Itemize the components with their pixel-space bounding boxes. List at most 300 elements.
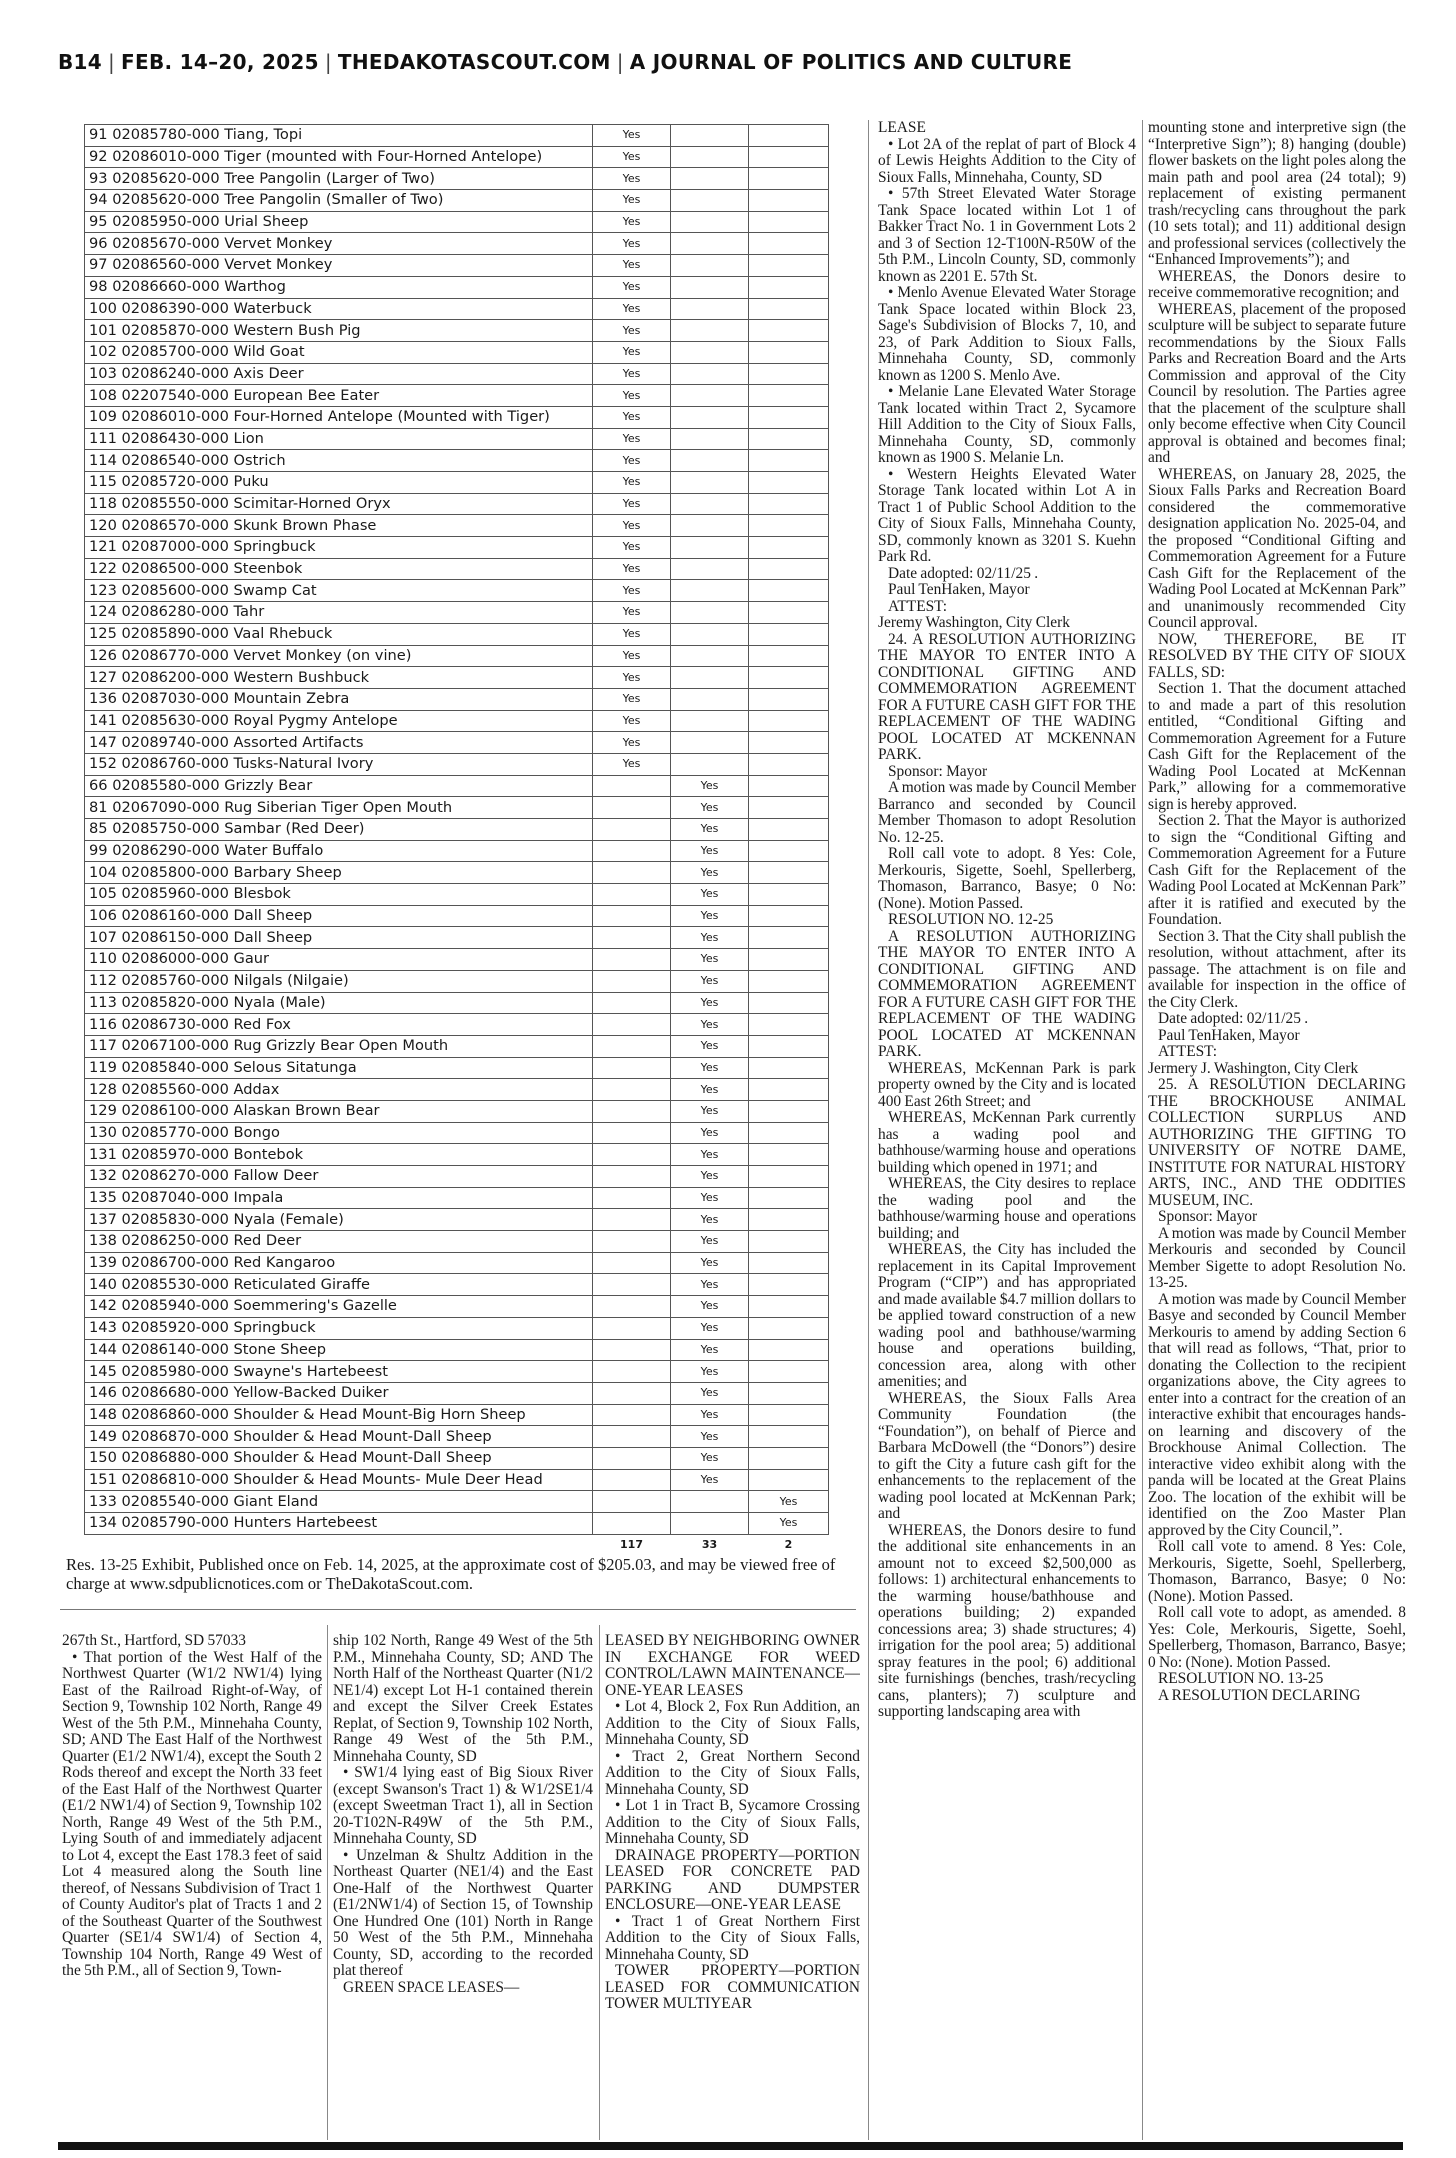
empty-cell	[593, 840, 671, 862]
empty-cell	[593, 1404, 671, 1426]
empty-cell	[749, 732, 829, 754]
empty-cell	[671, 450, 749, 472]
empty-cell	[749, 233, 829, 255]
paragraph: ATTEST:	[888, 597, 948, 615]
item-description: 66 02085580-000 Grizzly Bear	[85, 775, 593, 797]
table-row	[85, 1317, 829, 1339]
empty-cell	[593, 1079, 671, 1101]
empty-cell	[749, 862, 829, 884]
yes-mark: Yes	[671, 1144, 749, 1166]
table-row	[85, 493, 829, 515]
item-description: 152 02086760-000 Tusks-Natural Ivory	[85, 753, 593, 775]
column-rule	[327, 1625, 328, 2140]
paragraph: Section 2. That the Mayor is authorized to sign the “Conditional Gifting and Commemoration Agreement for a Future Cash Gift for the Replacement of the Wading Pool Located at McKennan Park” after it is ratified and executed by the Foundation.	[1148, 812, 1406, 928]
table-row	[85, 862, 829, 884]
paragraph: • Unzelman & Shultz Addition in the Northeast Quarter (NE1/4) and the East One-Half of the Northwest Quarter (E1/2NW1/4) of Section 15, of Township One Hundred One (101) North in Range 50 West of the 5th P.M., Minnehaha County, SD, according to the recorded plat thereof	[333, 1846, 593, 1979]
paragraph: Roll call vote to adopt, as amended. 8 Yes: Cole, Merkouris, Sigette, Soehl, Spellerberg, Thomason, Barranco, Basye; 0 No: (None). Motion Passed.	[1148, 1604, 1406, 1671]
yes-mark: Yes	[593, 168, 671, 190]
yes-mark: Yes	[593, 753, 671, 775]
empty-cell	[749, 1187, 829, 1209]
paragraph: WHEREAS, the Sioux Falls Area Community Foundation (the “Foundation”), on behalf of Pierce and Barbara McDowell (the “Donors”) desire to gift the City a future cash gift for the enhancements to the replacement of the wading pool located at McKennan Park; and	[878, 1389, 1136, 1522]
table-row	[85, 233, 829, 255]
empty-cell	[749, 1014, 829, 1036]
empty-cell	[749, 1361, 829, 1383]
empty-cell	[671, 493, 749, 515]
empty-cell	[671, 472, 749, 494]
table-row	[85, 1339, 829, 1361]
table-row	[85, 667, 829, 689]
yes-mark: Yes	[671, 970, 749, 992]
paragraph: • SW1/4 lying east of Big Sioux River (except Swanson's Tract 1) & W1/2SE1/4 (except Sweetman Tract 1), all in Section 20-T102N-R49W of the 5th P.M., Minnehaha County, SD	[333, 1764, 593, 1847]
empty-cell	[593, 1100, 671, 1122]
empty-cell	[749, 255, 829, 277]
paragraph: WHEREAS, McKennan Park currently has a wading pool and bathhouse/warming house and operations building which opened in 1971; and	[878, 1109, 1136, 1176]
empty-cell	[749, 1122, 829, 1144]
empty-cell	[749, 125, 829, 147]
item-description: 104 02085800-000 Barbary Sheep	[85, 862, 593, 884]
yes-mark: Yes	[593, 515, 671, 537]
empty-cell	[749, 1382, 829, 1404]
item-description: 111 02086430-000 Lion	[85, 428, 593, 450]
paragraph: ATTEST:	[1158, 1043, 1218, 1060]
notice-column-1	[62, 1633, 322, 2138]
empty-cell	[749, 558, 829, 580]
empty-cell	[671, 428, 749, 450]
table-row	[85, 688, 829, 710]
yes-mark: Yes	[593, 688, 671, 710]
item-description: 148 02086860-000 Shoulder & Head Mount-Big Horn Sheep	[85, 1404, 593, 1426]
empty-cell	[671, 320, 749, 342]
item-description: 125 02085890-000 Vaal Rhebuck	[85, 623, 593, 645]
table-row	[85, 1469, 829, 1491]
item-description: 134 02085790-000 Hunters Hartebeest	[85, 1513, 593, 1535]
paragraph: WHEREAS, placement of the proposed sculpture will be subject to separate future recommendations by the Sioux Falls Parks and Recreation Board and the Arts Commission and approval of the City Council by resolution. The Parties agree that the placement of the sculpture shall only become effective when City Council approval is obtained and becomes final; and	[1148, 300, 1406, 466]
table-row	[85, 168, 829, 190]
section-divider	[60, 1609, 856, 1610]
item-description: 102 02085700-000 Wild Goat	[85, 341, 593, 363]
issue-date: FEB. 14–20, 2025	[121, 50, 319, 74]
empty-cell	[593, 1187, 671, 1209]
empty-cell	[749, 1404, 829, 1426]
item-description: 120 02086570-000 Skunk Brown Phase	[85, 515, 593, 537]
empty-cell	[749, 753, 829, 775]
empty-cell	[671, 710, 749, 732]
empty-cell	[749, 1144, 829, 1166]
table-row	[85, 320, 829, 342]
paragraph: RESOLUTION NO. 13-25	[1158, 1670, 1324, 1687]
empty-cell	[749, 1426, 829, 1448]
table-row	[85, 1231, 829, 1253]
paragraph: LEASE	[878, 120, 926, 136]
table-row	[85, 146, 829, 168]
paragraph: • Lot 2A of the replat of part of Block 4 of Lewis Heights Addition to the City of Sioux Falls, Minnehaha, County, SD	[878, 135, 1136, 186]
empty-cell	[749, 341, 829, 363]
table-row	[85, 1014, 829, 1036]
table-row	[85, 1447, 829, 1469]
yes-mark: Yes	[671, 1166, 749, 1188]
yes-mark: Yes	[671, 797, 749, 819]
yes-mark: Yes	[593, 125, 671, 147]
table-row	[85, 1361, 829, 1383]
item-description: 151 02086810-000 Shoulder & Head Mounts- Mule Deer Head	[85, 1469, 593, 1491]
empty-cell	[749, 840, 829, 862]
paragraph: • Tract 2, Great Northern Second Addition to the City of Sioux Falls, Minnehaha County, SD	[605, 1747, 860, 1798]
table-row	[85, 341, 829, 363]
empty-cell	[593, 1513, 671, 1535]
yes-mark: Yes	[593, 645, 671, 667]
paragraph: • That portion of the West Half of the Northwest Quarter (W1/2 NW1/4) lying East of the Railroad Right-of-Way, of Section 9, Township 102 North, Range 49 West of the 5th P.M., Minnehaha County, SD; AND The East Half of the Northwest Quarter (E1/2 NW1/4), except the South 2 Rods thereof and except the North 33 feet of the East Half of the Northwest Quarter (E1/2 NW1/4) of Section 9, Township 102 North, Range 49 West of the 5th P.M., Lying South of and immediately adjacent to Lot 4, except the East 178.3 feet of said Lot 4 measured along the South line thereof, of Nessans Subdivision of Tract 1 of County Auditor's plat of Tracts 1 and 2 of the Southeast Quarter of the Southwest Quarter (SE1/4 SW1/4) of Section 4, Township 104 North, Range 49 West of the 5th P.M., all of Section 9, Town-	[62, 1648, 322, 1979]
yes-mark: Yes	[593, 406, 671, 428]
empty-cell	[749, 363, 829, 385]
empty-cell	[593, 1209, 671, 1231]
table-row	[85, 732, 829, 754]
empty-cell	[671, 688, 749, 710]
item-description: 85 02085750-000 Sambar (Red Deer)	[85, 819, 593, 841]
empty-cell	[749, 949, 829, 971]
yes-mark: Yes	[671, 992, 749, 1014]
yes-mark: Yes	[671, 819, 749, 841]
paragraph: ship 102 North, Range 49 West of the 5th P.M., Minnehaha County, SD; AND The North Half of the Northeast Quarter (N1/2 NE1/4) except Lot H-1 contained therein and except the Silver Creek Estates Replat, of Section 9, Township 102 North, Range 49 West of the 5th P.M., Minnehaha County, SD	[333, 1633, 593, 1765]
paragraph: Sponsor: Mayor	[888, 762, 988, 780]
item-description: 103 02086240-000 Axis Deer	[85, 363, 593, 385]
empty-cell	[749, 276, 829, 298]
empty-cell	[749, 927, 829, 949]
paragraph: WHEREAS, the City has included the replacement in its Capital Improvement Program (“CIP”) and has appropriated and made available $4.7 million dollars to be applied toward construction of a new wading pool and bathhouse/warming house and operations building, concession area, along with other amenities; and	[878, 1241, 1136, 1390]
empty-cell	[593, 949, 671, 971]
empty-cell	[749, 623, 829, 645]
paragraph: Jeremy Washington, City Clerk	[878, 614, 1070, 631]
yes-mark: Yes	[593, 580, 671, 602]
paragraph: WHEREAS, the Donors desire to fund the additional site enhancements in an amount not to exceed $2,500,000 as follows: 1) architectural enhancements to the warming house/bathhouse and operations building; 2) expanded concessions area; 3) shade structures; 4) irrigation for the pool area; 5) additional spray features in the pool; 6) additional site furnishings (benches, trash/recycling cans, planters); 7) sculpture and supporting landscaping area with	[878, 1521, 1136, 1720]
empty-cell	[671, 125, 749, 147]
empty-cell	[749, 602, 829, 624]
empty-cell	[749, 797, 829, 819]
empty-cell	[749, 1209, 829, 1231]
notice-column-2	[333, 1633, 593, 2138]
item-description: 135 02087040-000 Impala	[85, 1187, 593, 1209]
yes-mark: Yes	[671, 1317, 749, 1339]
item-description: 124 02086280-000 Tahr	[85, 602, 593, 624]
empty-cell	[749, 819, 829, 841]
empty-cell	[749, 515, 829, 537]
empty-cell	[593, 1122, 671, 1144]
table-row	[85, 211, 829, 233]
paragraph: WHEREAS, McKennan Park is park property owned by the City and is located 400 East 26th Street; and	[878, 1059, 1136, 1110]
item-description: 132 02086270-000 Fallow Deer	[85, 1166, 593, 1188]
table-row	[85, 949, 829, 971]
yes-mark: Yes	[671, 1187, 749, 1209]
empty-cell	[671, 558, 749, 580]
paragraph: Roll call vote to amend. 8 Yes: Cole, Merkouris, Sigette, Soehl, Spellerberg, Thomason, Barranco, Basye; 0 No: (None). Motion Passed.	[1148, 1538, 1406, 1605]
yes-mark: Yes	[593, 558, 671, 580]
table-row	[85, 819, 829, 841]
table-row	[85, 1274, 829, 1296]
empty-cell	[749, 1035, 829, 1057]
table-row	[85, 927, 829, 949]
table-row	[85, 1144, 829, 1166]
exhibit-table	[84, 124, 829, 1555]
empty-cell	[749, 775, 829, 797]
table-row	[85, 1209, 829, 1231]
paragraph: Section 3. That the City shall publish the resolution, without attachment, after its passage. The attachment is on file and available for inspection in the office of the City Clerk.	[1148, 927, 1406, 1011]
item-description: 119 02085840-000 Selous Sitatunga	[85, 1057, 593, 1079]
empty-cell	[671, 211, 749, 233]
empty-cell	[749, 211, 829, 233]
empty-cell	[671, 537, 749, 559]
paragraph: WHEREAS, on January 28, 2025, the Sioux Falls Parks and Recreation Board considered the commemorative designation application No. 2025-04, and the proposed “Conditional Gifting and Commemoration Agreement for a Future Cash Gift for the Replacement of the Wading Pool Located at McKennan Park” and unanimously recommended City Council approval.	[1148, 465, 1406, 631]
paragraph: Section 1. That the document attached to and made a part of this resolution entitled, “Conditional Gifting and Commemoration Agreement for a Future Cash Gift for the Replacement of the Wading Pool Located at McKennan Park,” allowing for a commemorative sign is hereby approved.	[1148, 680, 1406, 813]
item-description: 116 02086730-000 Red Fox	[85, 1014, 593, 1036]
empty-cell	[749, 710, 829, 732]
empty-cell	[593, 1469, 671, 1491]
item-description: 96 02085670-000 Vervet Monkey	[85, 233, 593, 255]
table-row	[85, 1426, 829, 1448]
table-row	[85, 1166, 829, 1188]
yes-mark: Yes	[671, 1014, 749, 1036]
table-row	[85, 515, 829, 537]
item-description: 139 02086700-000 Red Kangaroo	[85, 1252, 593, 1274]
yes-mark: Yes	[671, 927, 749, 949]
paragraph: • Melanie Lane Elevated Water Storage Tank located within Tract 2, Sycamore Hill Addition to the City of Sioux Falls, Minnehaha County, SD, commonly known as 1900 S. Melanie Ln.	[878, 383, 1136, 466]
paragraph: • Western Heights Elevated Water Storage Tank located within Lot A in Tract 1 of Public School Addition to the City of Sioux Falls, Minnehaha County, SD, commonly known as 3201 S. Kuehn Park Rd.	[878, 465, 1136, 565]
paragraph: A motion was made by Council Member Basye and seconded by Council Member Merkouris to amend by adding Section 6 that will read as follows, “That, prior to donating the Collection to the recipient organizations above, the City agrees to enter into a contract for the creation of an interactive exhibit that encourages hands-on learning and discovery of the Brockhouse Animal Collection. The interactive video exhibit along with the panda will be located at the Great Plains Zoo. The location of the exhibit will be identified on the Zoo Master Plan approved by the City Council,”.	[1148, 1290, 1406, 1539]
empty-cell	[671, 515, 749, 537]
empty-cell	[749, 406, 829, 428]
yes-mark: Yes	[671, 1426, 749, 1448]
yes-mark: Yes	[671, 840, 749, 862]
paragraph: WHEREAS, the City desires to replace the wading pool and the bathhouse/warming house and operations building; and	[878, 1175, 1136, 1242]
table-row	[85, 580, 829, 602]
item-description: 145 02085980-000 Swayne's Hartebeest	[85, 1361, 593, 1383]
empty-cell	[671, 298, 749, 320]
table-row	[85, 190, 829, 212]
paragraph: TOWER PROPERTY—PORTION LEASED FOR COMMUNICATION TOWER MULTIYEAR	[605, 1962, 860, 2012]
column-rule	[1142, 120, 1143, 2140]
notice-column-3	[605, 1633, 860, 2138]
yes-mark: Yes	[593, 255, 671, 277]
item-description: 131 02085970-000 Bontebok	[85, 1144, 593, 1166]
item-description: 136 02087030-000 Mountain Zebra	[85, 688, 593, 710]
yes-mark: Yes	[593, 146, 671, 168]
empty-cell	[671, 385, 749, 407]
item-description: 147 02089740-000 Assorted Artifacts	[85, 732, 593, 754]
yes-mark: Yes	[593, 276, 671, 298]
empty-cell	[749, 1296, 829, 1318]
yes-mark: Yes	[593, 233, 671, 255]
yes-mark: Yes	[671, 1057, 749, 1079]
empty-cell	[593, 1491, 671, 1513]
bottom-bar	[58, 2142, 1403, 2150]
empty-cell	[749, 168, 829, 190]
yes-mark: Yes	[593, 472, 671, 494]
table-row	[85, 1187, 829, 1209]
paragraph: • Lot 1 in Tract B, Sycamore Crossing Addition to the City of Sioux Falls, Minnehaha County, SD	[605, 1797, 860, 1847]
empty-cell	[749, 190, 829, 212]
empty-cell	[593, 1361, 671, 1383]
table-row	[85, 970, 829, 992]
empty-cell	[671, 623, 749, 645]
empty-cell	[749, 320, 829, 342]
table-row	[85, 753, 829, 775]
empty-cell	[671, 645, 749, 667]
item-description: 95 02085950-000 Urial Sheep	[85, 211, 593, 233]
yes-mark: Yes	[593, 602, 671, 624]
table-row	[85, 472, 829, 494]
item-description: 122 02086500-000 Steenbok	[85, 558, 593, 580]
paragraph: Date adopted: 02/11/25 .	[1158, 1010, 1309, 1027]
yes-mark: Yes	[593, 363, 671, 385]
yes-mark: Yes	[671, 775, 749, 797]
table-row	[85, 1079, 829, 1101]
empty-cell	[593, 819, 671, 841]
table-row	[85, 385, 829, 407]
yes-mark: Yes	[671, 1079, 749, 1101]
table-row	[85, 1404, 829, 1426]
paragraph: • Lot 4, Block 2, Fox Run Addition, an Addition to the City of Sioux Falls, Minnehaha County, SD	[605, 1698, 860, 1748]
empty-cell	[749, 905, 829, 927]
table-row	[85, 992, 829, 1014]
yes-mark: Yes	[671, 1209, 749, 1231]
table-row	[85, 428, 829, 450]
paragraph: WHEREAS, the Donors desire to receive commemorative recognition; and	[1148, 267, 1406, 301]
empty-cell	[593, 775, 671, 797]
paragraph: A RESOLUTION AUTHORIZING THE MAYOR TO ENTER INTO A CONDITIONAL GIFTING AND COMMEMORATION AGREEMENT FOR A FUTURE CASH GIFT FOR THE REPLACEMENT OF THE WADING POOL LOCATED AT MCKENNAN PARK.	[878, 927, 1136, 1060]
item-description: 146 02086680-000 Yellow-Backed Duiker	[85, 1382, 593, 1404]
empty-cell	[749, 645, 829, 667]
item-description: 81 02067090-000 Rug Siberian Tiger Open Mouth	[85, 797, 593, 819]
item-description: 99 02086290-000 Water Buffalo	[85, 840, 593, 862]
empty-cell	[749, 428, 829, 450]
paragraph: Paul TenHaken, Mayor	[888, 581, 1030, 598]
item-description: 107 02086150-000 Dall Sheep	[85, 927, 593, 949]
paragraph: Roll call vote to adopt. 8 Yes: Cole, Merkouris, Sigette, Soehl, Spellerberg, Thomason, Barranco, Basye; 0 No: (None). Motion Passed.	[878, 845, 1136, 912]
item-description: 129 02086100-000 Alaskan Brown Bear	[85, 1100, 593, 1122]
table-row	[85, 1057, 829, 1079]
column-rule	[599, 1625, 600, 2140]
column-rule	[868, 120, 869, 2140]
masthead: B14 | FEB. 14–20, 2025 | THEDAKOTASCOUT.COM | A JOURNAL OF POLITICS AND CULTURE	[58, 50, 1073, 74]
table-row	[85, 602, 829, 624]
empty-cell	[671, 168, 749, 190]
empty-cell	[671, 602, 749, 624]
table-row	[85, 905, 829, 927]
table-row	[85, 775, 829, 797]
empty-cell	[749, 580, 829, 602]
yes-mark: Yes	[671, 1296, 749, 1318]
item-description: 100 02086390-000 Waterbuck	[85, 298, 593, 320]
paragraph: GREEN SPACE LEASES—	[343, 1978, 520, 1996]
item-description: 101 02085870-000 Western Bush Pig	[85, 320, 593, 342]
item-description: 123 02085600-000 Swamp Cat	[85, 580, 593, 602]
item-description: 115 02085720-000 Puku	[85, 472, 593, 494]
empty-cell	[671, 233, 749, 255]
empty-cell	[593, 1166, 671, 1188]
empty-cell	[593, 1144, 671, 1166]
empty-cell	[749, 1079, 829, 1101]
empty-cell	[749, 1339, 829, 1361]
tagline: A JOURNAL OF POLITICS AND CULTURE	[629, 50, 1073, 74]
empty-cell	[749, 472, 829, 494]
paragraph: A motion was made by Council Member Barranco and seconded by Council Member Thomason to adopt Resolution No. 12-25.	[878, 779, 1136, 846]
notice-column-5	[1148, 120, 1406, 2138]
yes-mark: Yes	[593, 385, 671, 407]
item-description: 121 02087000-000 Springbuck	[85, 537, 593, 559]
empty-cell	[593, 1296, 671, 1318]
yes-mark: Yes	[671, 1122, 749, 1144]
empty-cell	[749, 1274, 829, 1296]
paragraph: Paul TenHaken, Mayor	[1158, 1026, 1300, 1044]
item-description: 98 02086660-000 Warthog	[85, 276, 593, 298]
paragraph: Jermery J. Washington, City Clerk	[1148, 1059, 1359, 1077]
empty-cell	[749, 992, 829, 1014]
table-row	[85, 276, 829, 298]
item-description: 141 02085630-000 Royal Pygmy Antelope	[85, 710, 593, 732]
item-description: 92 02086010-000 Tiger (mounted with Four-Horned Antelope)	[85, 146, 593, 168]
paragraph: 24. A RESOLUTION AUTHORIZING THE MAYOR TO ENTER INTO A CONDITIONAL GIFTING AND COMMEMORATION AGREEMENT FOR A FUTURE CASH GIFT FOR THE REPLACEMENT OF THE WADING POOL LOCATED AT MCKENNAN PARK.	[878, 630, 1136, 763]
empty-cell	[749, 1252, 829, 1274]
item-description: 97 02086560-000 Vervet Monkey	[85, 255, 593, 277]
exhibit-caption: Res. 13-25 Exhibit, Published once on Feb. 14, 2025, at the approximate cost of $205.03, and may be viewed free of charge at www.sdpublicnotices.com or TheDakotaScout.com.	[66, 1555, 836, 1593]
empty-cell	[749, 450, 829, 472]
yes-mark: Yes	[593, 428, 671, 450]
table-row	[85, 537, 829, 559]
yes-mark: Yes	[671, 862, 749, 884]
item-description: 143 02085920-000 Springbuck	[85, 1317, 593, 1339]
empty-cell	[671, 363, 749, 385]
item-description: 117 02067100-000 Rug Grizzly Bear Open Mouth	[85, 1035, 593, 1057]
table-row	[85, 797, 829, 819]
yes-mark: Yes	[593, 320, 671, 342]
yes-mark: Yes	[593, 211, 671, 233]
item-description: 144 02086140-000 Stone Sheep	[85, 1339, 593, 1361]
yes-mark: Yes	[671, 1339, 749, 1361]
empty-cell	[749, 1447, 829, 1469]
empty-cell	[671, 1491, 749, 1513]
yes-mark: Yes	[671, 1382, 749, 1404]
empty-cell	[749, 298, 829, 320]
table-row	[85, 623, 829, 645]
item-description: 140 02085530-000 Reticulated Giraffe	[85, 1274, 593, 1296]
paragraph: A motion was made by Council Member Merkouris and seconded by Council Member Sigette to adopt Resolution No. 13-25.	[1148, 1224, 1406, 1291]
empty-cell	[671, 276, 749, 298]
empty-cell	[671, 1513, 749, 1535]
item-description: 137 02085830-000 Nyala (Female)	[85, 1209, 593, 1231]
paragraph: 25. A RESOLUTION DECLARING THE BROCKHOUSE ANIMAL COLLECTION SURPLUS AND AUTHORIZING THE GIFTING TO UNIVERSITY OF NOTRE DAME, INSTITUTE FOR NATURAL HISTORY ARTS, INC., AND THE ODDITIES MUSEUM, INC.	[1148, 1076, 1406, 1209]
table-row	[85, 840, 829, 862]
empty-cell	[593, 1382, 671, 1404]
table-row	[85, 363, 829, 385]
paragraph: mounting stone and interpretive sign (the “Interpretive Sign”); 8) hanging (double) flower baskets on the light poles along the main path and pool area (24 total); 9) replacement of existing permanent trash/recycling cans throughout the park (10 sets total); and 11) additional design and professional services (collectively the “Enhanced Improvements”); and	[1148, 120, 1406, 268]
item-description: 110 02086000-000 Gaur	[85, 949, 593, 971]
page-number: B14	[58, 50, 102, 74]
paragraph: • 57th Street Elevated Water Storage Tank Space located within Lot 1 of Bakker Tract No. 1 in Government Lots 2 and 3 of Section 12-T100N-R50W of the 5th P.M., Lincoln County, SD, commonly known as 2201 E. 57th St.	[878, 185, 1136, 285]
yes-mark: Yes	[593, 493, 671, 515]
empty-cell	[593, 1057, 671, 1079]
table-row	[85, 884, 829, 906]
table-row	[85, 450, 829, 472]
table-row	[85, 1122, 829, 1144]
table-row	[85, 1296, 829, 1318]
empty-cell	[593, 905, 671, 927]
item-description: 149 02086870-000 Shoulder & Head Mount-Dall Sheep	[85, 1426, 593, 1448]
item-description: 105 02085960-000 Blesbok	[85, 884, 593, 906]
empty-cell	[593, 862, 671, 884]
empty-cell	[671, 146, 749, 168]
yes-mark: Yes	[593, 298, 671, 320]
table-row	[85, 1382, 829, 1404]
empty-cell	[593, 1252, 671, 1274]
yes-mark: Yes	[671, 1404, 749, 1426]
